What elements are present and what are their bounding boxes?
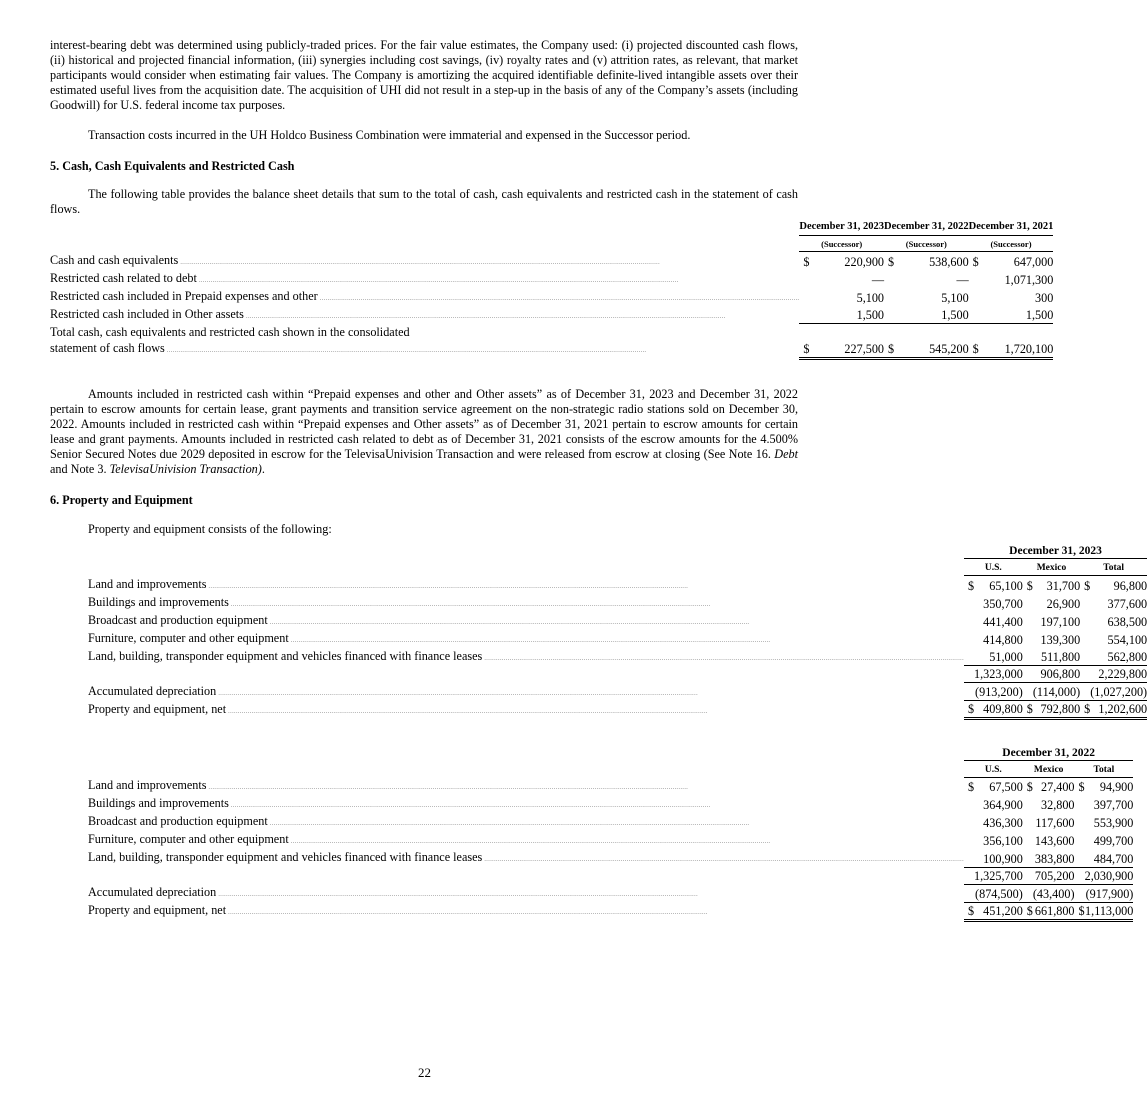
- cell-value: 117,600: [1035, 816, 1075, 830]
- row-label: Property and equipment, net .....: [88, 701, 964, 719]
- row-label: Land, building, transponder equipment and vehicles financed with finance leases .....: [88, 648, 964, 666]
- cell-value: 96,800: [1113, 578, 1147, 593]
- cell-value: 1,071,300: [1004, 272, 1054, 287]
- currency-symbol: $: [888, 254, 895, 269]
- row-label: Land, building, transponder equipment and vehicles financed with finance leases .....: [88, 849, 964, 867]
- cell-value: 545,200: [901, 340, 969, 358]
- section-6-heading: 6. Property and Equipment: [50, 492, 193, 507]
- row-label: Property and equipment, net .....: [88, 902, 964, 920]
- row-label: Restricted cash related to debt .....: [50, 270, 799, 288]
- cell-value: 1,202,600: [1090, 701, 1147, 719]
- cell-value: (43,400): [1033, 884, 1075, 902]
- table-row: [88, 576, 1147, 594]
- cell-value: 51,000: [974, 648, 1023, 666]
- cell-value: 143,600: [1034, 834, 1075, 848]
- col-header-total: Total: [1080, 559, 1147, 576]
- ppe-2023-title: December 31, 2023: [964, 543, 1147, 559]
- intro-paragraph: interest-bearing debt was determined using publicly-traded prices. For the fair value estimates, the Company used: (i) projected discounted cash flows, (ii) historical and projected financial information, (iii) synergies including cost savings, (iv) royalty rates and (v) attrition rates, as relevant, that market participants would consider when estimating fair values. The Company is amortizing the acquired identifiable definite-lived intangible assets over their estimated useful lives from the acquisition date. The acquisition of UHI did not result in a step-up in the basis of any of the Company’s assets (including Goodwill) for U.S. federal income tax purposes.: [50, 38, 798, 112]
- cell-value: 1,113,000: [1085, 902, 1134, 920]
- paragraph-text: Amounts included in restricted cash within “Prepaid expenses and other and Other assets” as of December 31, 2023 and December 31, 2022 pertain to escrow amounts for certain lease, grant payments and transition service agreement on the non-strategic radio stations sold on December 30, 2022. Amounts included in restricted cash within “Prepaid expenses and Other assets” as of December 31, 2021 pertain to escrow amounts for certain lease and grant payments. Amounts included in restricted cash related to debt as of December 31, 2021 consists of the escrow amounts for the 4.500% Senior Secured Notes due 2029 deposited in escrow for the TelevisaUnivision Transaction and were released from escrow at closing (See Note 16.: [50, 386, 798, 461]
- currency-symbol: $: [1023, 902, 1033, 920]
- cell-value: 451,200: [974, 902, 1023, 920]
- cell-value: 5,100: [856, 290, 885, 305]
- cell-value: 67,500: [989, 780, 1023, 794]
- table-row: [50, 306, 1053, 324]
- currency-symbol: $: [799, 340, 816, 358]
- cell-value: 31,700: [1046, 578, 1081, 593]
- row-label: Land and improvements .....: [88, 777, 964, 795]
- row-label: Buildings and improvements .....: [88, 594, 964, 612]
- table-row-total: [50, 340, 1053, 358]
- paragraph-emphasis: Debt: [774, 446, 798, 461]
- row-label: Furniture, computer and other equipment .....: [88, 831, 964, 849]
- paragraph-text: .: [261, 461, 265, 476]
- section-5-heading: 5. Cash, Cash Equivalents and Restricted Cash: [50, 159, 295, 173]
- currency-symbol: $: [1084, 578, 1091, 593]
- cell-value: 220,900: [844, 254, 885, 269]
- row-label: Broadcast and production equipment .....: [88, 813, 964, 831]
- cell-value: 364,900: [983, 798, 1023, 812]
- cell-value: 638,500: [1107, 614, 1147, 629]
- cash-col-sub-2021: (Successor): [969, 236, 1054, 252]
- cell-value: 538,600: [929, 254, 969, 269]
- table-row: [50, 270, 1053, 288]
- cell-value: 554,100: [1107, 632, 1147, 647]
- page-number: 22: [418, 1065, 431, 1080]
- cell-value: 94,900: [1099, 780, 1134, 794]
- cell-value: 139,300: [1040, 632, 1081, 647]
- currency-symbol: $: [1078, 780, 1085, 794]
- cash-col-sub-2022: (Successor): [884, 236, 969, 252]
- cell-value: 553,900: [1093, 816, 1134, 830]
- cell-value: (1,027,200): [1090, 683, 1147, 701]
- cell-value: 100,900: [974, 849, 1023, 867]
- currency-symbol: $: [1023, 701, 1033, 719]
- table-row: [88, 648, 1147, 666]
- currency-symbol: $: [969, 340, 989, 358]
- currency-symbol: $: [1080, 701, 1090, 719]
- table-row: [88, 683, 1147, 701]
- row-label: Restricted cash included in Prepaid expenses and other .....: [50, 288, 799, 306]
- currency-symbol: $: [964, 701, 974, 719]
- currency-symbol: $: [964, 902, 974, 920]
- cell-value: 2,229,800: [1090, 666, 1147, 683]
- cell-value: (913,200): [974, 683, 1023, 701]
- table-row: [50, 324, 1053, 341]
- table-row: [88, 813, 1133, 831]
- row-label: Accumulated depreciation .....: [88, 884, 964, 902]
- ppe-2022-title: December 31, 2022: [964, 744, 1133, 760]
- table-row: [50, 288, 1053, 306]
- section-5-intro: The following table provides the balance sheet details that sum to the total of cash, cash equivalents and restricted cash in the statement of cash flows.: [50, 187, 798, 216]
- table-row-total: [88, 902, 1133, 920]
- currency-symbol: $: [967, 578, 975, 593]
- cell-value: 647,000: [1013, 254, 1054, 269]
- cell-value: 5,100: [941, 290, 969, 305]
- cell-value: 32,800: [1041, 798, 1075, 812]
- cell-value: 792,800: [1033, 701, 1080, 719]
- cash-col-sub-2023: (Successor): [799, 236, 884, 252]
- cell-value: 511,800: [1033, 648, 1080, 666]
- ppe-2022-table: [88, 744, 1133, 922]
- table-row-subtotal: [88, 666, 1147, 683]
- paragraph-text: and Note 3.: [50, 461, 110, 476]
- table-row: [88, 884, 1133, 902]
- cell-value: (874,500): [974, 884, 1023, 902]
- ppe-2023-table: [88, 543, 1147, 721]
- cell-value: 1,500: [816, 306, 884, 324]
- row-label: Buildings and improvements .....: [88, 795, 964, 813]
- cell-value: 1,325,700: [974, 868, 1023, 883]
- row-label: Restricted cash included in Other assets .....: [50, 306, 799, 324]
- col-header-us: U.S.: [964, 760, 1023, 777]
- row-label: Cash and cash equivalents .....: [50, 252, 799, 270]
- cell-value: 414,800: [983, 632, 1023, 647]
- section-6-intro: Property and equipment consists of the following:: [88, 521, 332, 536]
- row-label: statement of cash flows .....: [50, 340, 799, 358]
- cell-value: 409,800: [974, 701, 1023, 719]
- row-label: Furniture, computer and other equipment .....: [88, 630, 964, 648]
- col-header-mexico: Mexico: [1023, 760, 1075, 777]
- cell-value: 1,500: [901, 306, 969, 324]
- cell-value: 661,800: [1033, 902, 1075, 920]
- row-label: Total cash, cash equivalents and restricted cash shown in the consolidated: [50, 325, 410, 339]
- cell-value: 484,700: [1085, 849, 1134, 867]
- cell-value: —: [871, 272, 885, 287]
- cell-value: 436,300: [983, 816, 1023, 830]
- cell-value: 26,900: [1046, 596, 1081, 611]
- cell-value: (917,900): [1085, 884, 1134, 902]
- restricted-cash-paragraph: [50, 387, 798, 477]
- cell-value: (114,000): [1033, 683, 1080, 701]
- cell-value: 562,800: [1090, 648, 1147, 666]
- cash-col-header-2021: December 31, 2021: [969, 219, 1054, 236]
- cash-table: [50, 219, 1053, 360]
- cell-value: 383,800: [1033, 849, 1075, 867]
- cell-value: 197,100: [1040, 614, 1081, 629]
- cell-value: 1,323,000: [974, 667, 1023, 681]
- currency-symbol: $: [967, 780, 975, 794]
- cell-value: 300: [1035, 290, 1054, 305]
- col-header-us: U.S.: [964, 559, 1023, 576]
- cash-col-header-2023: December 31, 2023: [799, 219, 884, 236]
- table-row: [50, 252, 1053, 270]
- document-page: [50, 38, 1147, 922]
- table-row-total: [88, 701, 1147, 719]
- cell-value: 377,600: [1107, 596, 1147, 611]
- table-row: [88, 831, 1133, 849]
- row-label: Accumulated depreciation .....: [88, 683, 964, 701]
- cell-value: 356,100: [983, 834, 1023, 848]
- cell-value: 906,800: [1033, 666, 1080, 683]
- currency-symbol: $: [803, 254, 810, 269]
- paragraph-emphasis: TelevisaUnivision Transaction): [109, 461, 262, 476]
- cell-value: 705,200: [1033, 867, 1075, 884]
- cell-value: 1,720,100: [989, 340, 1053, 358]
- table-row: [88, 849, 1133, 867]
- cell-value: 397,700: [1093, 798, 1134, 812]
- transaction-paragraph: Transaction costs incurred in the UH Holdco Business Combination were immaterial and expensed in the Successor period.: [88, 128, 691, 142]
- cell-value: 441,400: [983, 614, 1023, 629]
- table-row: [88, 612, 1147, 630]
- col-header-mexico: Mexico: [1023, 559, 1080, 576]
- currency-symbol: $: [1026, 780, 1033, 794]
- table-row: [88, 594, 1147, 612]
- table-row-subtotal: [88, 867, 1133, 884]
- cell-value: 2,030,900: [1084, 868, 1134, 883]
- currency-symbol: $: [1026, 578, 1033, 593]
- currency-symbol: $: [884, 340, 901, 358]
- cell-value: 27,400: [1041, 780, 1075, 794]
- row-label: Land and improvements .....: [88, 576, 964, 594]
- currency-symbol: $: [1075, 902, 1085, 920]
- table-row: [88, 777, 1133, 795]
- cell-value: —: [956, 272, 969, 287]
- col-header-total: Total: [1075, 760, 1134, 777]
- cell-value: 65,100: [989, 578, 1023, 593]
- cell-value: 1,500: [989, 306, 1053, 324]
- table-row: [88, 630, 1147, 648]
- currency-symbol: $: [972, 254, 979, 269]
- row-label: Broadcast and production equipment .....: [88, 612, 964, 630]
- cell-value: 350,700: [983, 596, 1023, 611]
- cash-col-header-2022: December 31, 2022: [884, 219, 969, 236]
- table-row: [88, 795, 1133, 813]
- cell-value: 227,500: [816, 340, 884, 358]
- cell-value: 499,700: [1093, 834, 1134, 848]
